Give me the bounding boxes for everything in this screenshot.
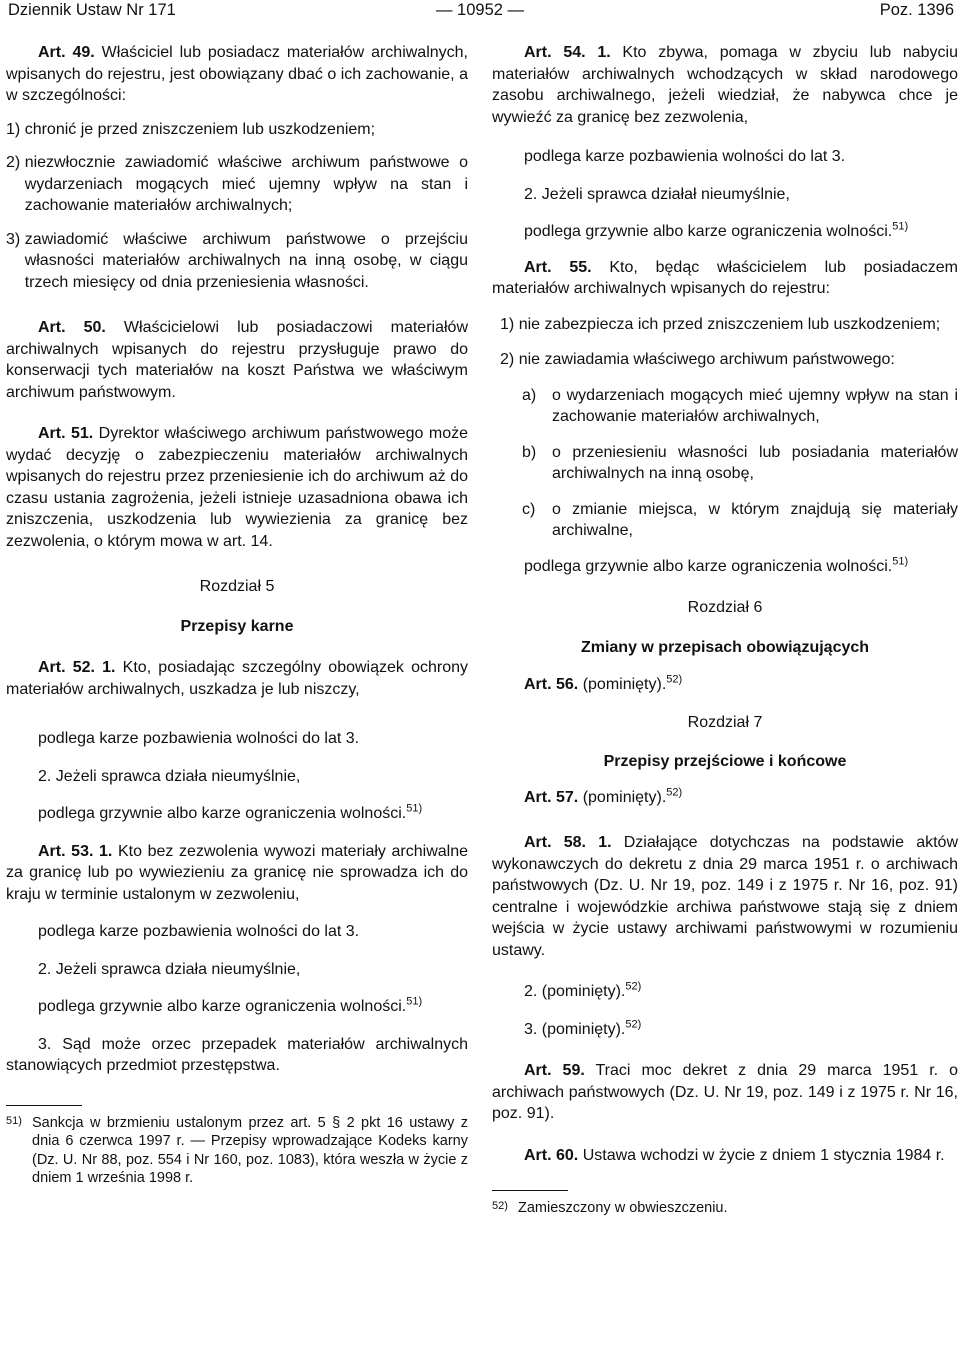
art-51: Art. 51. Dyrektor właściwego archiwum państwowego może wydać decyzję o zabezpieczeniu materiałów archiwalnych wpisanych do rejestru przez przeniesienie ich do archiwum aż do czasu ustania zagrożenia, jeżeli istnieje uzasadniona obawa ich zniszczenia, uszkodzenia lub wywiezienia za granicę bez zezwolenia, o którym mowa w art. 14. xyxy=(6,425,468,550)
art-53-para-3: 3. Sąd może orzec przepadek materiałów archiwalnych stanowiących przedmiot przestępstwa. xyxy=(6,1035,468,1074)
position-number: Poz. 1396 xyxy=(879,1,954,19)
footnote-ref[interactable]: 51) xyxy=(892,555,909,568)
footnote-ref[interactable]: 52) xyxy=(625,980,642,993)
footnote-ref[interactable]: 51) xyxy=(406,995,423,1008)
footnote-ref[interactable]: 51) xyxy=(406,802,423,815)
art-49: Art. 49. Właściciel lub posiadacz materiałów archiwalnych, wpisanych do rejestru, jest obowiązany dbać o ich zachowanie, a w szczególności: xyxy=(6,44,468,104)
art-53-para-2: 2. Jeżeli sprawca działa nieumyślnie, xyxy=(38,960,301,978)
chapter-5-subtitle: Przepisy karne xyxy=(180,617,294,635)
art-53-penalty-2: podlega grzywnie albo karze ograniczenia wolności.$^{51)}$ xyxy=(38,995,423,1015)
art-55-item-2: 2) nie zawiadamia właściwego archiwum państwowego: xyxy=(500,351,895,368)
footnote-ref[interactable]: 52) xyxy=(666,786,683,799)
art-49-item-3: 3) zawiadomić właściwe archiwum państwowe o przejściu własności materiałów archiwalnych na inną osobę, w ciągu trzech miesięcy od dnia przeniesienia własności. xyxy=(6,230,468,291)
journal-title: Dziennik Ustaw Nr 171 xyxy=(8,1,176,19)
chapter-6-title: Rozdział 6 xyxy=(687,599,763,616)
art-52: Art. 52. 1. Kto, posiadając szczególny obowiązek ochrony materiałów archiwalnych, uszkadza je lub niszczy, xyxy=(6,659,469,698)
art-54-penalty-1: podlega karze pozbawienia wolności do lat 3. xyxy=(524,148,846,165)
right-column xyxy=(492,42,958,1218)
chapter-7-title: Rozdział 7 xyxy=(687,713,763,731)
art-49-item-2: 2) niezwłocznie zawiadomić właściwe archiwum państwowe o wydarzeniach mogących mieć ujemny wpływ na stan i zachowanie materiałów archiwalnych; xyxy=(6,154,468,214)
art-58-para-3: 3. (pominięty).$^{52)}$ xyxy=(524,1018,642,1038)
art-52-para-2: 2. Jeżeli sprawca działa nieumyślnie, xyxy=(38,767,301,785)
art-54-para-2: 2. Jeżeli sprawca działał nieumyślnie, xyxy=(524,185,790,203)
art-60: Art. 60. Ustawa wchodzi w życie z dniem 1 stycznia 1984 r. xyxy=(524,1146,945,1164)
art-57: Art. 57. (pominięty).$^{52)}$ xyxy=(524,786,683,806)
left-column xyxy=(6,42,468,1188)
art-53: Art. 53. 1. Kto bez zezwolenia wywozi materiały archiwalne za granicę lub po wywiezieniu za granicę nie sprowadza ich do kraju w terminie ustalonym w zezwoleniu, xyxy=(6,842,468,903)
art-52-penalty-1: podlega karze pozbawienia wolności do lat 3. xyxy=(38,730,360,747)
art-59: Art. 59. Traci moc dekret z dnia 29 marca 1951 r. o archiwach państwowych (Dz. U. Nr 19, poz. 149 i z 1975 r. Nr 16, poz. 91). xyxy=(492,1062,958,1122)
art-55-item-1: 1) nie zabezpiecza ich przed zniszczeniem lub uszkodzeniem; xyxy=(500,315,941,333)
art-55-penalty: podlega grzywnie albo karze ograniczenia wolności.$^{51)}$ xyxy=(524,555,909,575)
chapter-6-subtitle: Zmiany w przepisach obowiązujących xyxy=(580,638,870,656)
art-55-subitem-c: c) o zmianie miejsca, w którym znajdują się materiały archiwalne, xyxy=(522,500,958,539)
footnote-ref[interactable]: 51) xyxy=(892,220,909,233)
footnote-ref[interactable]: 52) xyxy=(625,1018,642,1031)
art-54: Art. 54. 1. Kto zbywa, pomaga w zbyciu lub nabyciu materiałów archiwalnych wchodzących w skład narodowego zasobu archiwalnego, jeżeli wiedział, że nabywca chce je wywieźć za granicę bez zezwolenia, xyxy=(492,44,958,126)
art-56: Art. 56. (pominięty).$^{52)}$ xyxy=(524,673,683,693)
art-58-para-2: 2. (pominięty).$^{52)}$ xyxy=(524,980,642,1000)
art-54-penalty-2: podlega grzywnie albo karze ograniczenia wolności.$^{51)}$ xyxy=(524,220,909,240)
page-header xyxy=(0,0,960,20)
art-58: Art. 58. 1. Działające dotychczas na podstawie aktów wykonawczych do dekretu z dnia 29 marca 1951 r. o archiwach państwowych (Dz. U. Nr 19, poz. 149 i z 1975 r. Nr 16, poz. 91) centralne i wojewódzkie archiwa państwowe stają się z dniem wejścia w życie ustawy archiwami państwowymi w rozumieniu ustawy. xyxy=(492,834,958,959)
art-55: Art. 55. Kto, będąc właścicielem lub posiadaczem materiałów archiwalnych wpisanych do rejestru: xyxy=(492,258,959,297)
chapter-5-title: Rozdział 5 xyxy=(199,578,275,595)
art-50: Art. 50. Właścicielowi lub posiadaczowi materiałów archiwalnych wpisanych do rejestru przysługuje prawo do konserwacji tych materiałów na koszt Państwa we właściwym archiwum państwowym. xyxy=(6,319,468,401)
footnote-52: 52) Zamieszczony w obwieszczeniu. xyxy=(492,1200,728,1216)
chapter-7-subtitle: Przepisy przejściowe i końcowe xyxy=(603,753,847,770)
art-53-penalty-1: podlega karze pozbawienia wolności do lat 3. xyxy=(38,923,360,940)
art-55-subitem-b: b) o przeniesieniu własności lub posiadania materiałów archiwalnych na inną osobę, xyxy=(522,443,958,482)
art-55-subitem-a: a) o wydarzeniach mogących mieć ujemny wpływ na stan i zachowanie materiałów archiwalnych, xyxy=(522,386,958,425)
art-52-penalty-2: podlega grzywnie albo karze ograniczenia wolności.$^{51)}$ xyxy=(38,802,423,822)
footnote-51: 51) Sankcja w brzmieniu ustalonym przez art. 5 § 2 pkt 16 ustawy z dnia 6 czerwca 1997 r. — Przepisy wprowadzające Kodeks karny (Dz. U. Nr 88, poz. 554 i Nr 160, poz. 1083), która weszła w życie z dniem 1 września 1998 r. xyxy=(6,1114,468,1186)
art-49-item-1: 1) chronić je przed zniszczeniem lub uszkodzeniem; xyxy=(6,120,376,138)
page-number: — 10952 — xyxy=(435,1,525,19)
footnote-ref[interactable]: 52) xyxy=(666,673,683,686)
